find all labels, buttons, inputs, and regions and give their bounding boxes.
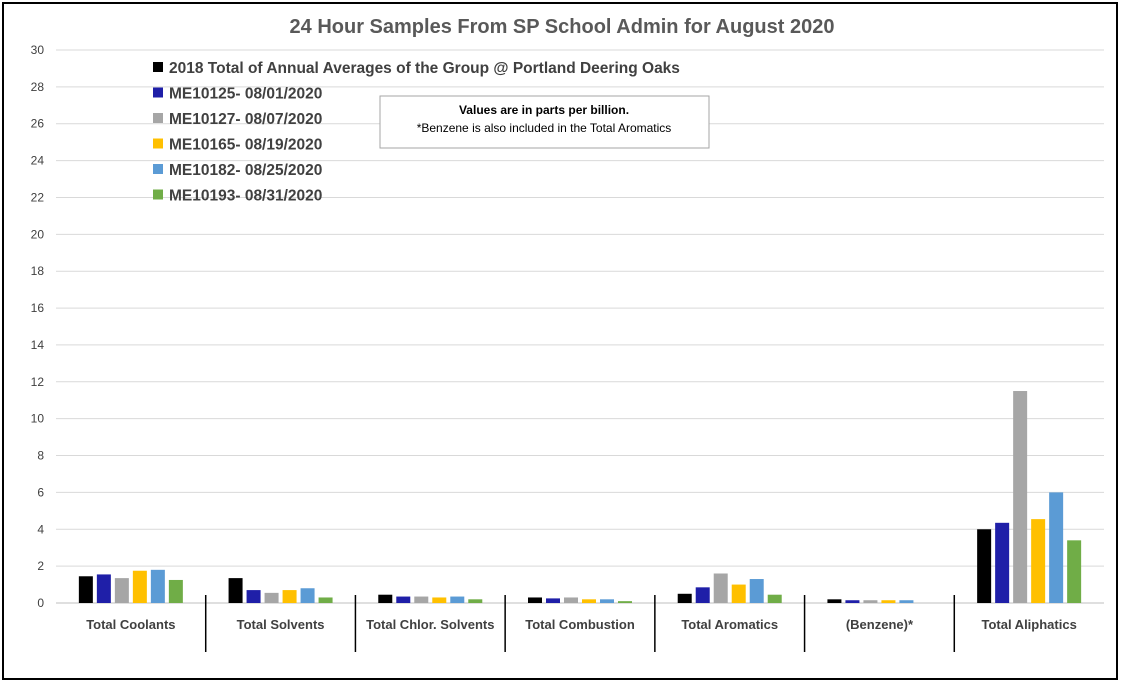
bar <box>618 601 632 603</box>
bar <box>600 599 614 603</box>
bar <box>79 576 93 603</box>
bar <box>432 597 446 603</box>
y-tick-label: 22 <box>30 190 44 205</box>
bar <box>564 597 578 603</box>
bar <box>714 574 728 603</box>
bar <box>899 600 913 603</box>
bar <box>247 590 261 603</box>
y-tick-label: 30 <box>30 43 44 57</box>
y-tick-label: 12 <box>30 374 44 389</box>
legend-swatch <box>153 164 163 174</box>
x-category-label: Total Coolants <box>86 617 176 632</box>
y-tick-label: 28 <box>30 79 44 94</box>
bar <box>863 600 877 603</box>
x-category-label: (Benzene)* <box>845 617 914 632</box>
legend-entry: 2018 Total of Annual Averages of the Group @ Portland Deering Oaks <box>169 60 680 77</box>
x-category-label: Total Solvents <box>236 617 325 632</box>
bar <box>546 598 560 603</box>
legend-swatch <box>153 190 163 200</box>
bar <box>97 574 111 603</box>
bar <box>1049 492 1063 603</box>
bar <box>396 597 410 603</box>
bar <box>528 597 542 603</box>
bar <box>133 571 147 603</box>
annotation-line-1: Values are in parts per billion. <box>458 103 630 117</box>
bar <box>696 587 710 603</box>
bar <box>468 599 482 603</box>
bar <box>301 588 315 603</box>
y-tick-label: 2 <box>37 559 44 574</box>
bar <box>977 529 991 603</box>
bar <box>283 590 297 603</box>
y-tick-label: 10 <box>30 411 44 426</box>
y-tick-label: 16 <box>30 301 44 316</box>
chart-title: 24 Hour Samples From SP School Admin for August 2020 <box>289 16 835 38</box>
legend-entry: ME10127- 08/07/2020 <box>169 111 323 128</box>
bar <box>582 599 596 603</box>
bar <box>1031 519 1045 603</box>
x-category-label: Total Combustion <box>525 617 635 632</box>
y-tick-label: 20 <box>30 227 44 242</box>
legend-entry: ME10193- 08/31/2020 <box>169 187 323 205</box>
legend-swatch <box>153 113 163 123</box>
y-tick-label: 24 <box>30 153 44 168</box>
bar <box>414 597 428 603</box>
bar <box>115 578 129 603</box>
y-tick-label: 14 <box>30 337 44 352</box>
bar <box>827 599 841 603</box>
bars <box>79 391 1081 603</box>
bar <box>750 579 764 603</box>
bar <box>265 593 279 603</box>
bar <box>768 595 782 603</box>
legend-entry: ME10182- 08/25/2020 <box>169 162 323 179</box>
y-tick-label: 8 <box>37 448 44 463</box>
bar <box>732 585 746 603</box>
legend-entry: ME10125- 08/01/2020 <box>169 85 323 103</box>
y-tick-label: 18 <box>30 264 44 279</box>
bar <box>450 597 464 603</box>
annotation-line-2: *Benzene is also included in the Total Aromatics <box>416 121 672 135</box>
bar <box>1013 391 1027 603</box>
y-tick-label: 0 <box>37 596 44 610</box>
bar <box>319 597 333 603</box>
legend-swatch <box>153 88 163 98</box>
bar <box>378 595 392 603</box>
x-category-label: Total Chlor. Solvents <box>366 617 495 632</box>
y-tick-label: 6 <box>37 485 44 500</box>
bar <box>845 600 859 603</box>
bar <box>169 580 183 603</box>
x-axis-categories <box>86 595 1077 652</box>
bar <box>1067 540 1081 603</box>
y-axis-ticks <box>31 43 45 610</box>
legend-entry: ME10165- 08/19/2020 <box>169 136 323 154</box>
bar <box>678 594 692 603</box>
x-category-label: Total Aliphatics <box>981 617 1077 632</box>
bar <box>229 578 243 603</box>
annotation-box <box>380 96 709 148</box>
y-tick-label: 4 <box>37 522 44 537</box>
legend-swatch <box>153 139 163 149</box>
y-tick-label: 26 <box>30 116 44 131</box>
bar <box>881 600 895 603</box>
legend-swatch <box>153 62 163 72</box>
bar <box>151 570 165 603</box>
bar <box>995 523 1009 603</box>
x-category-label: Total Aromatics <box>681 617 779 632</box>
